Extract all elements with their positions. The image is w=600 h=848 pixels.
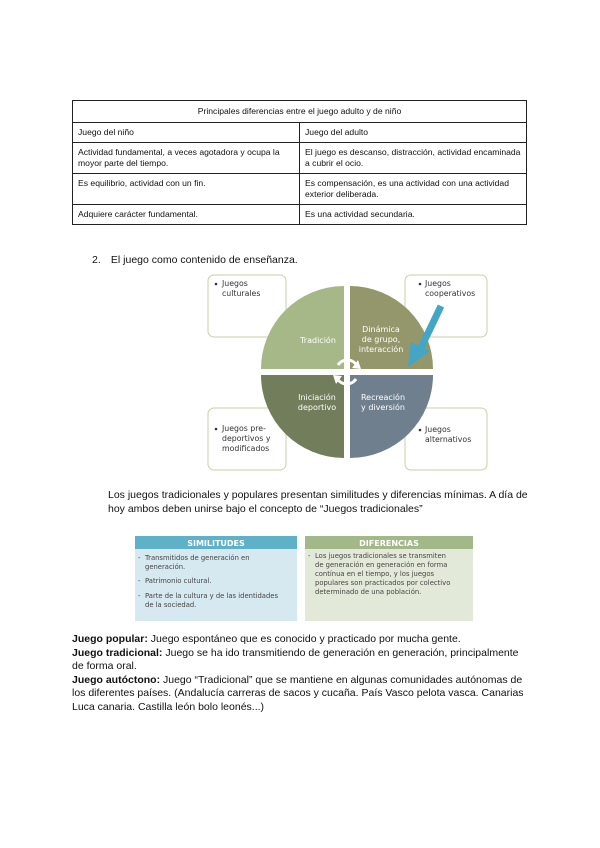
table-cell: El juego es descanso, distracción, actividad encaminada a cubrir el ocio. [300,143,527,174]
svg-text:Juegos: Juegos [222,279,248,288]
svg-text:generación.: generación. [145,563,186,571]
svg-text:-: - [138,554,141,562]
svg-text:alternativos: alternativos [425,435,472,444]
definition-popular: Juego popular: Juego espontáneo que es conocido y practicado por mucha gente. [72,633,461,645]
svg-text:y diversión: y diversión [361,403,405,412]
svg-text:deportivo: deportivo [297,403,337,412]
numbered-item [92,254,298,266]
svg-text:Parte de la cultura y de las i: Parte de la cultura y de las identidades [145,592,279,600]
table-row [73,143,527,174]
table-row [73,205,527,225]
similitudes-panel [135,536,297,621]
similarities-differences-graphic [135,536,473,622]
table-title-row [73,101,527,123]
intro-paragraph: Los juegos tradicionales y populares presentan similitudes y diferencias mínimas. A día de hoy ambos deben unirse bajo el concepto de “Juegos tradicionales” [108,489,528,515]
svg-text:determinado de una población.: determinado de una población. [315,588,422,596]
svg-text:Los juegos tradicionales se tr: Los juegos tradicionales se transmiten [315,552,446,560]
svg-text:Recreación: Recreación [360,393,406,402]
table-cell: Es una actividad secundaria. [300,205,527,225]
differences-table [72,100,527,225]
diferencias-panel [305,536,473,621]
svg-text:contínua en el tiempo, y los j: contínua en el tiempo, y los juegos [315,570,435,578]
svg-text:-: - [138,592,141,600]
svg-text:SIMILITUDES: SIMILITUDES [187,539,245,548]
svg-text:modificados: modificados [222,444,270,453]
definitions [72,633,532,714]
table-cell: Actividad fundamental, a veces agotadora y ocupa la moyor parte del tiempo. [73,143,300,174]
header-adult: Juego del adulto [300,123,527,143]
svg-text:DIFERENCIAS: DIFERENCIAS [359,539,419,548]
svg-text:interacción: interacción [358,345,404,354]
table-cell: Es compensación, es una actividad con una actividad exterior deliberada. [300,174,527,205]
svg-text:de la sociedad.: de la sociedad. [145,601,197,609]
cycle-arrows-icon [337,360,357,384]
table-row [73,174,527,205]
table-title: Principales diferencias entre el juego adulto y de niño [73,101,527,123]
item-number: 2. [92,254,101,266]
svg-text:Patrimonio cultural.: Patrimonio cultural. [145,577,212,585]
svg-text:cooperativos: cooperativos [425,289,476,298]
definition-tradicional: Juego tradicional: Juego se ha ido transmitiendo de generación en generación, principalmente de forma oral. [72,646,519,672]
item-text: El juego como contenido de enseñanza. [110,254,298,266]
game-types-diagram [205,272,490,472]
header-child: Juego del niño [73,123,300,143]
definition-autoctono: Juego autóctono: Juego “Tradicional” que se mantiene en algunas comunidades autónomas de los diferentes países. (Andalucía carreras de sacos y cucaña. País Vasco pelota vasca. Canarias Luca canaria. Castilla león bolo leonés...) [72,673,524,713]
svg-text:de generación en generación en: de generación en generación en forma [315,561,448,569]
svg-text:Dinámica: Dinámica [362,325,400,334]
svg-text:populares son practicados por: populares son practicados por colectivo [315,579,451,587]
svg-text:Juegos: Juegos [425,425,451,434]
table-header-row [73,123,527,143]
svg-text:Juegos pre-: Juegos pre- [222,424,266,433]
svg-text:Transmitidos de generación en: Transmitidos de generación en [145,554,250,562]
svg-text:Iniciación: Iniciación [298,393,336,402]
svg-text:Juegos: Juegos [425,279,451,288]
svg-text:-: - [138,577,141,585]
table-cell: Adquiere carácter fundamental. [73,205,300,225]
table-cell: Es equilibrio, actividad con un fin. [73,174,300,205]
svg-text:deportivos y: deportivos y [222,434,271,443]
svg-text:culturales: culturales [222,289,261,298]
svg-text:de grupo,: de grupo, [361,335,401,344]
svg-text:-: - [308,552,311,560]
svg-text:Tradición: Tradición [300,336,336,345]
